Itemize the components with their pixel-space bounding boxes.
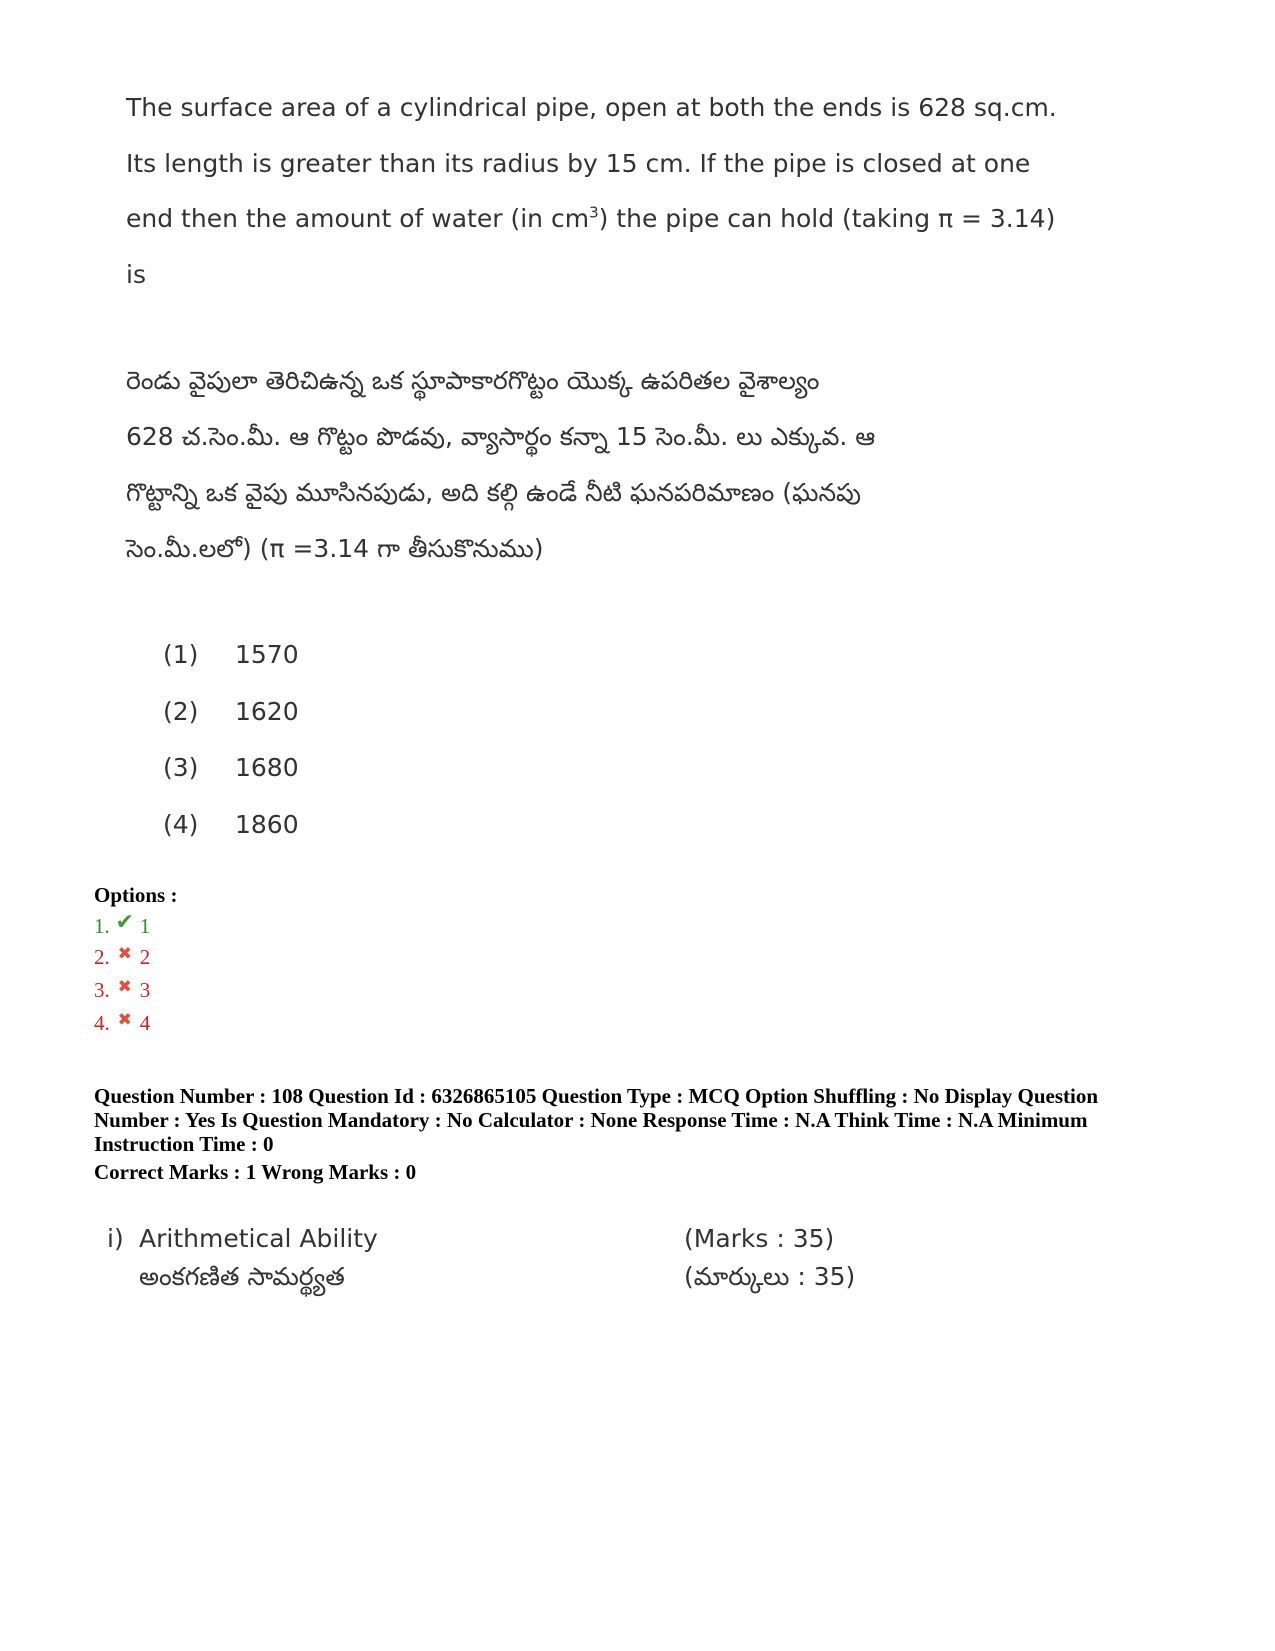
question-english-line: Its length is greater than its radius by 15 cm. If the pipe is closed at one — [126, 148, 1031, 178]
options-title: Options : — [94, 883, 178, 907]
answer-choices — [163, 640, 299, 866]
question-telugu — [126, 353, 1066, 577]
marks-info: Correct Marks : 1 Wrong Marks : 0 — [94, 1160, 417, 1184]
option-index: 1. — [94, 913, 110, 938]
option-row — [94, 909, 151, 939]
choice-item — [163, 697, 299, 754]
question-english-line: is — [126, 259, 146, 289]
choice-value: 1860 — [235, 809, 299, 839]
metadata-line: Question Number : 108 Question Id : 6326865105 Question Type : MCQ Option Shuffling : No Display Question — [94, 1084, 1099, 1108]
section-marks — [684, 1220, 855, 1296]
section-index: i) — [107, 1224, 124, 1253]
choice-value: 1570 — [235, 640, 299, 669]
question-english — [126, 80, 1066, 302]
superscript: 3 — [589, 203, 599, 222]
metadata-line: Instruction Time : 0 — [94, 1132, 274, 1156]
question-metadata — [94, 1084, 1194, 1156]
question-telugu-line: రెండు వైపులా తెరిచిఉన్న ఒక స్థూపాకారగొట్టం యొక్క ఉపరితల వైశాల్యం — [126, 366, 820, 395]
choice-value: 1680 — [235, 753, 299, 782]
choice-number: (3) — [163, 753, 199, 782]
choice-item — [163, 753, 299, 810]
question-english-line: The surface area of a cylindrical pipe, open at both the ends is 628 sq.cm. — [126, 93, 1057, 122]
section-marks-english: (Marks : 35) — [684, 1224, 835, 1253]
choice-item — [163, 810, 299, 867]
question-telugu-line: గొట్టాన్ని ఒక వైపు మూసినపుడు, అది కల్గి ఉండే నీటి ఘనపరిమాణం (ఘనపు — [126, 478, 861, 507]
section-title-english: Arithmetical Ability — [139, 1224, 378, 1253]
option-index: 3. — [94, 978, 110, 1002]
option-index: 2. — [94, 945, 110, 969]
option-value: 3 — [139, 978, 151, 1002]
choice-number: (4) — [163, 809, 199, 839]
cross-icon: ✖ — [117, 976, 132, 996]
cross-icon: ✖ — [117, 943, 132, 963]
option-index: 4. — [94, 1011, 110, 1035]
option-row — [94, 945, 150, 970]
check-icon: ✔ — [115, 909, 134, 934]
cross-icon: ✖ — [117, 1009, 132, 1029]
question-telugu-line: 628 చ.సెం.మీ. ఆ గొట్టం పొడవు, వ్యాసార్థం కన్నా 15 సెం.మీ. లు ఎక్కువ. ఆ — [126, 422, 876, 451]
section-heading — [107, 1220, 378, 1296]
question-telugu-line: సెం.మీ.లలో) (π =3.14 గా తీసుకొనుము) — [126, 534, 544, 563]
choice-number: (1) — [163, 640, 199, 669]
choice-item — [163, 640, 299, 697]
option-row — [94, 978, 150, 1003]
option-row — [94, 1011, 150, 1036]
question-english-line: end then the amount of water (in $cm^3$) the pipe can hold (taking π = 3.14) — [126, 203, 1056, 233]
section-title-telugu: అంకగణిత సామర్థ్యత — [139, 1262, 345, 1291]
option-value: 1 — [139, 913, 151, 938]
option-value: 2 — [139, 945, 151, 969]
section-marks-telugu: (మార్కులు : 35) — [684, 1262, 856, 1291]
choice-value: 1620 — [235, 696, 299, 726]
option-value: 4 — [139, 1011, 151, 1035]
metadata-line: Number : Yes Is Question Mandatory : No Calculator : None Response Time : N.A Think Time : N.A Minimum — [94, 1108, 1088, 1132]
choice-number: (2) — [163, 696, 199, 726]
